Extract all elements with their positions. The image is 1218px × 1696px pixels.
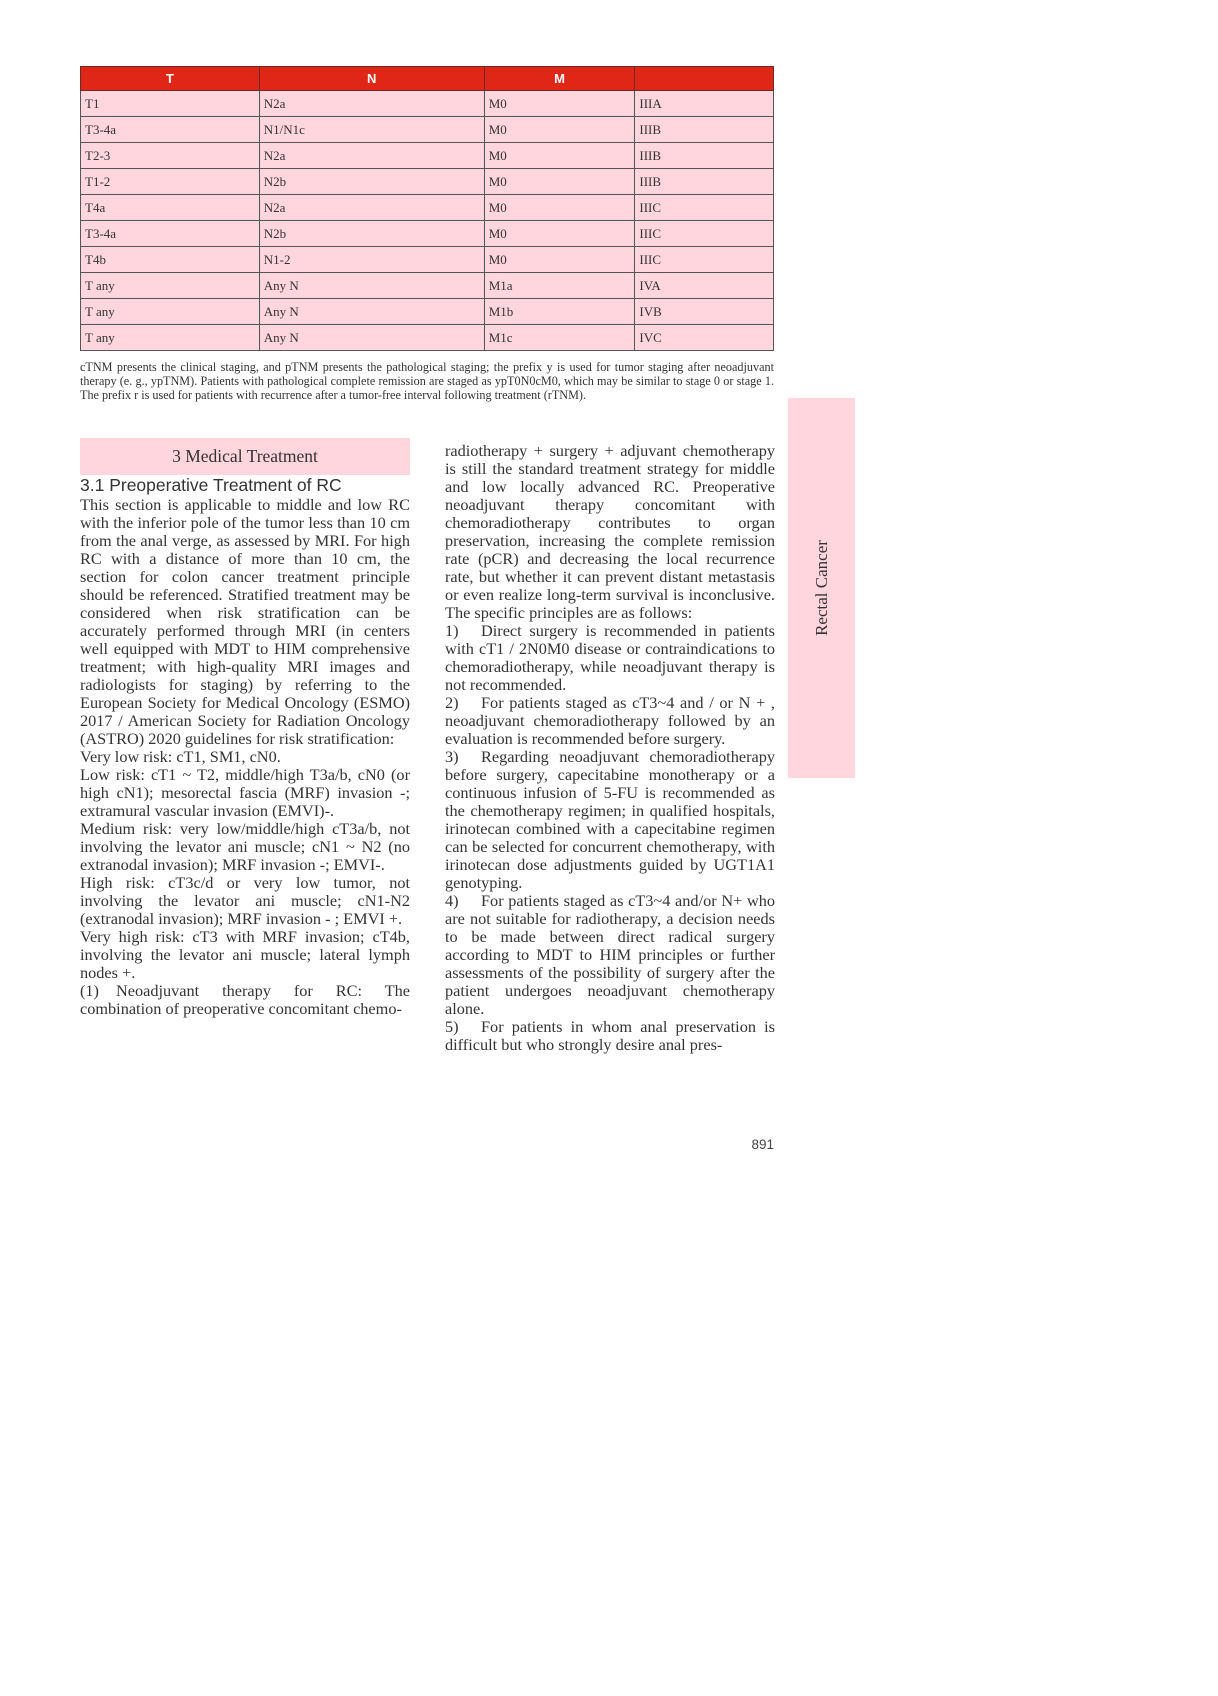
cell-stage: IVB (635, 299, 774, 325)
header-stage (635, 67, 774, 91)
cell-t: T any (81, 325, 260, 351)
item-number: (1) (80, 981, 99, 1000)
item-number: 3) (445, 747, 459, 766)
table-row (81, 91, 774, 117)
tnm-staging-table (80, 66, 774, 351)
cell-m: M1a (484, 273, 635, 299)
cell-n: Any N (259, 273, 484, 299)
table-row (81, 195, 774, 221)
cell-stage: IIIC (635, 221, 774, 247)
table-row (81, 169, 774, 195)
cell-m: M0 (484, 221, 635, 247)
risk-high: High risk: cT3c/d or very low tumor, not involving the levator ani muscle; cN1-N2 (extranodal invasion); MRF invasion - ; EMVI +. (80, 873, 410, 928)
cell-m: M0 (484, 143, 635, 169)
risk-very-low: Very low risk: cT1, SM1, cN0. (80, 747, 281, 766)
cell-stage: IIIC (635, 247, 774, 273)
cell-t: T4a (81, 195, 260, 221)
cell-t: T any (81, 299, 260, 325)
table-header-row (81, 67, 774, 91)
cell-n: N1/N1c (259, 117, 484, 143)
side-tab (788, 398, 855, 778)
cell-n: N2b (259, 221, 484, 247)
table-row (81, 117, 774, 143)
cell-n: N2b (259, 169, 484, 195)
cell-n: N2a (259, 195, 484, 221)
item-neoadjuvant (80, 982, 410, 1018)
header-n: N (259, 67, 484, 91)
table-row (81, 247, 774, 273)
principles-list (445, 622, 775, 1054)
item-text: Neoadjuvant therapy for RC: The combination of preoperative concomitant chemo- (80, 981, 410, 1018)
right-column (445, 442, 775, 1054)
principle-item (445, 622, 775, 694)
continuation-paragraph: radiotherapy + surgery + adjuvant chemotherapy is still the standard treatment strategy for middle and low locally advanced RC. Preoperative neoadjuvant therapy concomitant with chemoradiotherapy contributes to organ preservation, increasing the complete remission rate (pCR) and decreasing the local recurrence rate, but whether it can prevent distant metastasis or even realize long-term survival is inconclusive. The specific principles are as follows: (445, 441, 775, 622)
cell-n: N1-2 (259, 247, 484, 273)
cell-t: T2-3 (81, 143, 260, 169)
item-text: For patients staged as cT3~4 and / or N + , neoadjuvant chemoradiotherapy followed by an evaluation is recommended before surgery. (445, 693, 775, 748)
item-text: For patients staged as cT3~4 and/or N+ who are not suitable for radiotherapy, a decision needs to be made between direct radical surgery according to MDT to HIM principles or further assessments of the possibility of surgery after the patient undergoes neoadjuvant chemotherapy alone. (445, 891, 775, 1018)
header-m: M (484, 67, 635, 91)
cell-t: T any (81, 273, 260, 299)
side-tab-label: Rectal Cancer (811, 540, 831, 636)
cell-t: T3-4a (81, 117, 260, 143)
cell-t: T1 (81, 91, 260, 117)
cell-n: N2a (259, 91, 484, 117)
principle-item (445, 748, 775, 892)
principle-item (445, 1018, 775, 1054)
risk-very-high: Very high risk: cT3 with MRF invasion; cT4b, involving the levator ani muscle; lateral lymph nodes +. (80, 927, 410, 982)
cell-m: M1c (484, 325, 635, 351)
item-text: For patients in whom anal preservation is difficult but who strongly desire anal pres- (445, 1017, 775, 1054)
cell-stage: IIIA (635, 91, 774, 117)
header-t: T (81, 67, 260, 91)
cell-stage: IVC (635, 325, 774, 351)
cell-m: M0 (484, 247, 635, 273)
risk-medium: Medium risk: very low/middle/high cT3a/b, not involving the levator ani muscle; cN1 ~ N2 (no extranodal invasion); MRF invasion -; EMVI-. (80, 819, 410, 874)
cell-stage: IIIB (635, 117, 774, 143)
table-body (81, 91, 774, 351)
page-number: 891 (751, 1137, 774, 1152)
table-row (81, 325, 774, 351)
cell-m: M0 (484, 117, 635, 143)
table-row (81, 273, 774, 299)
item-number: 5) (445, 1017, 459, 1036)
section-heading: 3 Medical Treatment (80, 438, 410, 475)
cell-stage: IIIB (635, 169, 774, 195)
cell-m: M1b (484, 299, 635, 325)
table-row (81, 221, 774, 247)
item-number: 1) (445, 621, 459, 640)
cell-n: N2a (259, 143, 484, 169)
item-text: Regarding neoadjuvant chemoradiotherapy before surgery, capecitabine monotherapy or a continuous infusion of 5-FU is recommended as the chemotherapy regimen; in qualified hospitals, irinotecan combined with a capecitabine regimen can be selected for concurrent chemotherapy, with irinotecan dose adjustments guided by UGT1A1 genotyping. (445, 747, 775, 892)
principle-item (445, 694, 775, 748)
cell-n: Any N (259, 299, 484, 325)
left-column (80, 438, 410, 1018)
table-row (81, 143, 774, 169)
subsection-heading: 3.1 Preoperative Treatment of RC (80, 475, 342, 495)
cell-stage: IIIC (635, 195, 774, 221)
table-row (81, 299, 774, 325)
item-text: Direct surgery is recommended in patients with cT1 / 2N0M0 disease or contraindications to chemoradiotherapy, while neoadjuvant therapy is not recommended. (445, 621, 775, 694)
table-footnote: cTNM presents the clinical staging, and pTNM presents the pathological staging; the prefix y is used for tumor staging after neoadjuvant therapy (e. g., ypTNM). Patients with pathological complete remission are staged as ypT0N0cM0, which may be similar to stage 0 or stage 1. The prefix r is used for patients with recurrence after a tumor-free interval following treatment (rTNM). (80, 360, 774, 402)
cell-t: T1-2 (81, 169, 260, 195)
cell-n: Any N (259, 325, 484, 351)
intro-paragraph: This section is applicable to middle and low RC with the inferior pole of the tumor less than 10 cm from the anal verge, as assessed by MRI. For high RC with a distance of more than 10 cm, the section for colon cancer treatment principle should be referenced. Stratified treatment may be considered when risk stratification can be accurately performed through MRI (in centers well equipped with MDT to HIM comprehensive treatment; with high-quality MRI images and radiologists for staging) by referring to the European Society for Medical Oncology (ESMO) 2017 / American Society for Radiation Oncology (ASTRO) 2020 guidelines for risk stratification: (80, 495, 410, 748)
cell-m: M0 (484, 91, 635, 117)
cell-t: T4b (81, 247, 260, 273)
cell-stage: IIIB (635, 143, 774, 169)
principle-item (445, 892, 775, 1018)
item-number: 4) (445, 891, 459, 910)
cell-m: M0 (484, 195, 635, 221)
risk-low: Low risk: cT1 ~ T2, middle/high T3a/b, cN0 (or high cN1); mesorectal fascia (MRF) invasion -; extramural vascular invasion (EMVI)-. (80, 765, 410, 820)
item-number: 2) (445, 693, 459, 712)
cell-stage: IVA (635, 273, 774, 299)
cell-t: T3-4a (81, 221, 260, 247)
cell-m: M0 (484, 169, 635, 195)
